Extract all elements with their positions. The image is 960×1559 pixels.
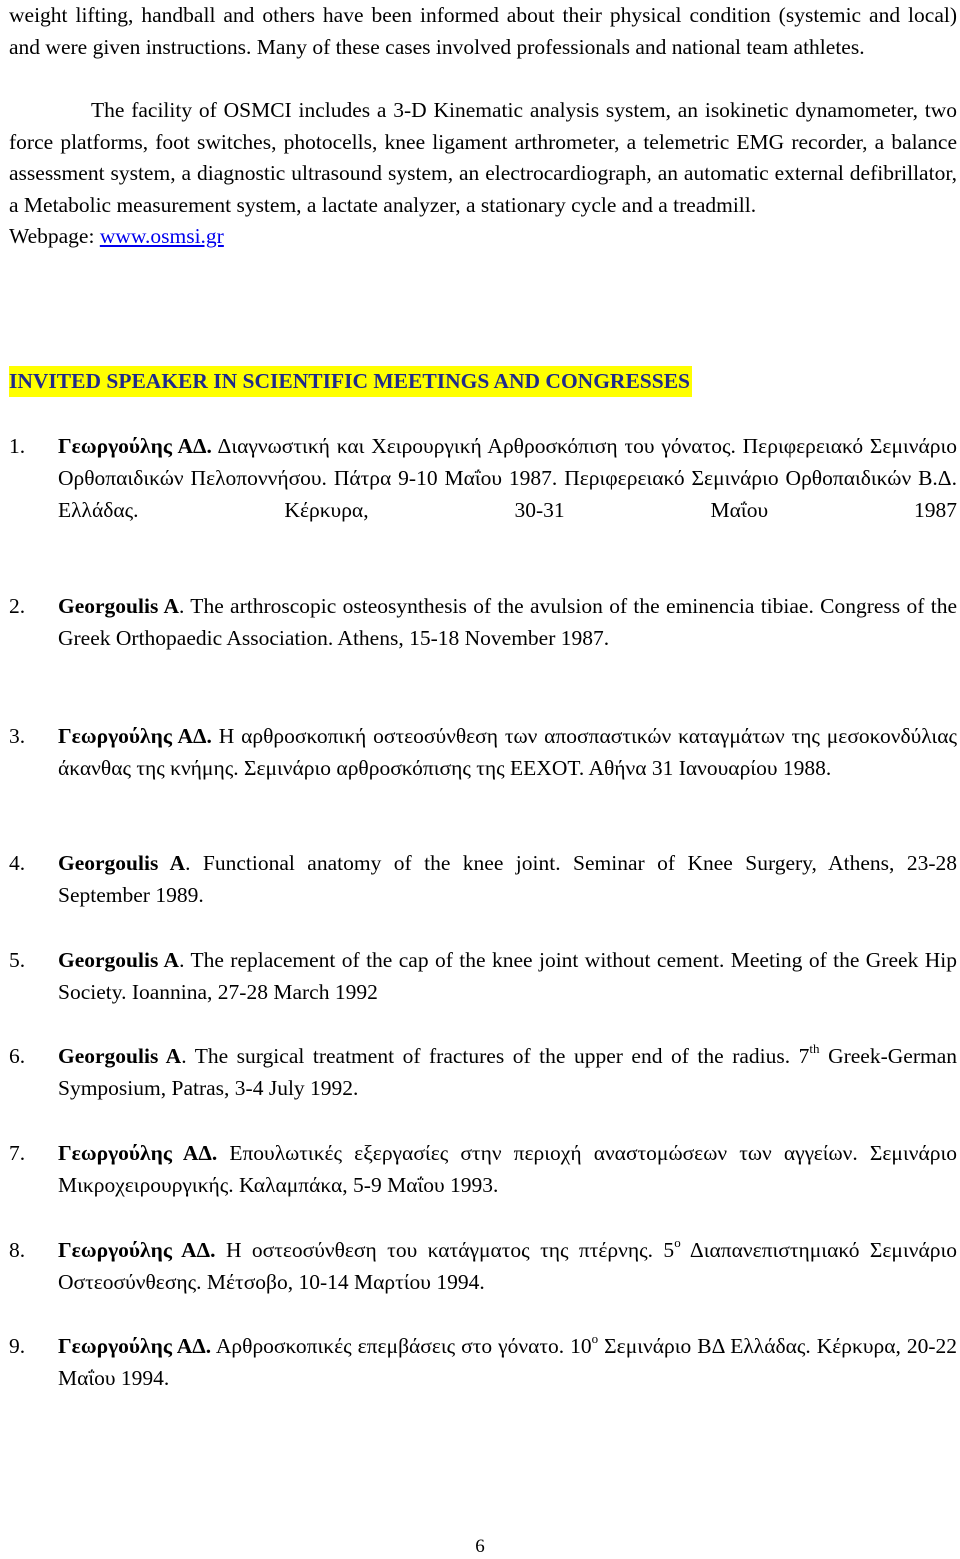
list-item bbox=[9, 1137, 957, 1201]
item-superscript: ο bbox=[674, 1234, 681, 1250]
item-number: 3. bbox=[9, 724, 26, 748]
item-number: 6. bbox=[9, 1044, 26, 1068]
item-ordinal: 7 bbox=[798, 1044, 810, 1068]
item-body-continued: Greek-German Symposium, Patras, 3-4 July 1992. bbox=[58, 1044, 957, 1100]
item-number: 2. bbox=[9, 594, 26, 618]
item-number: 9. bbox=[9, 1334, 26, 1358]
item-author: Γεωργούλης ΑΔ. bbox=[58, 434, 212, 458]
item-body: Διαγνωστική και Χειρουργική Αρθροσκόπιση του γόνατος. Περιφερειακό Σεμινάριο Ορθοπαιδικών Πελοποννήσου. Πάτρα 9-10 Μαΐου 1987. Περιφερειακό Σεμινάριο Ορθοπαιδικών Β.Δ. Ελλάδας. Κέρκυρα, 30-31 Μαΐου 1987 bbox=[58, 434, 958, 522]
item-body: . Functional anatomy of the knee joint. Seminar of Knee Surgery, Athens, 23-28 September 1989. bbox=[58, 851, 958, 907]
item-body: Επουλωτικές εξεργασίες στην περιοχή αναστομώσεων των αγγείων. Σεμινάριο Μικροχειρουργικής. Καλαμπάκα, 5-9 Μαΐου 1993. bbox=[58, 1141, 957, 1197]
item-text bbox=[58, 720, 957, 784]
list-item bbox=[9, 1040, 957, 1104]
intro-paragraph-continued: weight lifting, handball and others have been informed about their physical condition (systemic and local) and were given instructions. Many of these cases involved professionals and national team athletes. bbox=[9, 3, 957, 59]
item-text bbox=[58, 847, 957, 911]
facility-paragraph bbox=[9, 95, 957, 253]
item-body-continued: Διαπανεπιστημιακό Σεμινάριο Οστεοσύνθεσης. Μέτσοβο, 10-14 Μαρτίου 1994. bbox=[58, 1238, 957, 1294]
item-superscript: ο bbox=[591, 1330, 599, 1346]
item-text bbox=[58, 1234, 957, 1298]
item-body: Αρθροσκοπικές επεμβάσεις στο γόνατο. 10 bbox=[211, 1334, 592, 1358]
item-text bbox=[58, 590, 957, 654]
facility-text: The facility of OSMCI includes a 3-D Kinematic analysis system, an isokinetic dynamometer, two force platforms, foot switches, photocells, knee ligament arthrometer, a telemetric EMG recorder, a balance assessment system, a diagnostic ultrasound system, an electrocardiograph, an automatic external defibrillator, a Metabolic measurement system, a lactate analyzer, a stationary cycle and a treadmill. bbox=[9, 98, 957, 217]
item-author: Georgoulis A bbox=[58, 851, 186, 875]
item-number: 5. bbox=[9, 948, 26, 972]
page-number: 6 bbox=[475, 1536, 485, 1557]
list-item bbox=[9, 944, 957, 1008]
item-number: 4. bbox=[9, 851, 26, 875]
item-text bbox=[58, 1330, 957, 1394]
item-text bbox=[58, 1040, 957, 1104]
list-item bbox=[9, 1234, 957, 1298]
item-body: . The surgical treatment of fractures of the upper end of the radius. bbox=[181, 1044, 791, 1068]
list-item bbox=[9, 1330, 957, 1394]
item-text bbox=[58, 430, 957, 526]
item-number: 7. bbox=[9, 1141, 26, 1165]
item-author: Γεωργούλης ΑΔ. bbox=[58, 1334, 212, 1358]
item-number: 8. bbox=[9, 1238, 26, 1262]
item-body: . The arthroscopic osteosynthesis of the avulsion of the eminencia tibiae. Congress of the Greek Orthopaedic Association. Athens, 15-18 November 1987. bbox=[58, 594, 958, 650]
item-text bbox=[58, 944, 957, 1008]
item-author: Γεωργούλης ΑΔ. bbox=[58, 1141, 218, 1165]
item-text bbox=[58, 1137, 957, 1201]
item-author: Georgoulis A bbox=[58, 948, 180, 972]
item-number: 1. bbox=[9, 434, 26, 458]
item-author: Γεωργούλης ΑΔ. bbox=[58, 1238, 216, 1262]
item-superscript: th bbox=[809, 1040, 820, 1056]
item-body: Η αρθροσκοπική οστεοσύνθεση των αποσπαστικών καταγμάτων της μεσοκονδύλιας άκανθας της κνήμης. Σεμινάριο αρθροσκόπισης της ΕΕΧΟΤ. Αθήνα 31 Ιανουαρίου 1988. bbox=[58, 724, 957, 780]
item-body-continued: Σεμινάριο ΒΔ Ελλάδας. Κέρκυρα, 20-22 Μαΐου 1994. bbox=[58, 1334, 958, 1390]
section-heading: INVITED SPEAKER IN SCIENTIFIC MEETINGS AND CONGRESSES bbox=[9, 366, 692, 397]
list-item bbox=[9, 847, 957, 911]
item-body: Η οστεοσύνθεση του κατάγματος της πτέρνης. 5 bbox=[215, 1238, 675, 1262]
list-item bbox=[9, 720, 957, 784]
webpage-link[interactable]: www.osmsi.gr bbox=[99, 224, 224, 248]
item-author: Georgoulis A bbox=[58, 1044, 182, 1068]
webpage-label: Webpage: bbox=[9, 224, 100, 248]
item-author: Γεωργούλης ΑΔ. bbox=[58, 724, 212, 748]
item-author: Georgoulis A bbox=[58, 594, 179, 618]
item-body: . The replacement of the cap of the knee joint without cement. Meeting of the Greek Hip Society. Ioannina, 27-28 March 1992 bbox=[58, 948, 957, 1004]
list-item bbox=[9, 590, 957, 654]
list-item bbox=[9, 430, 957, 526]
